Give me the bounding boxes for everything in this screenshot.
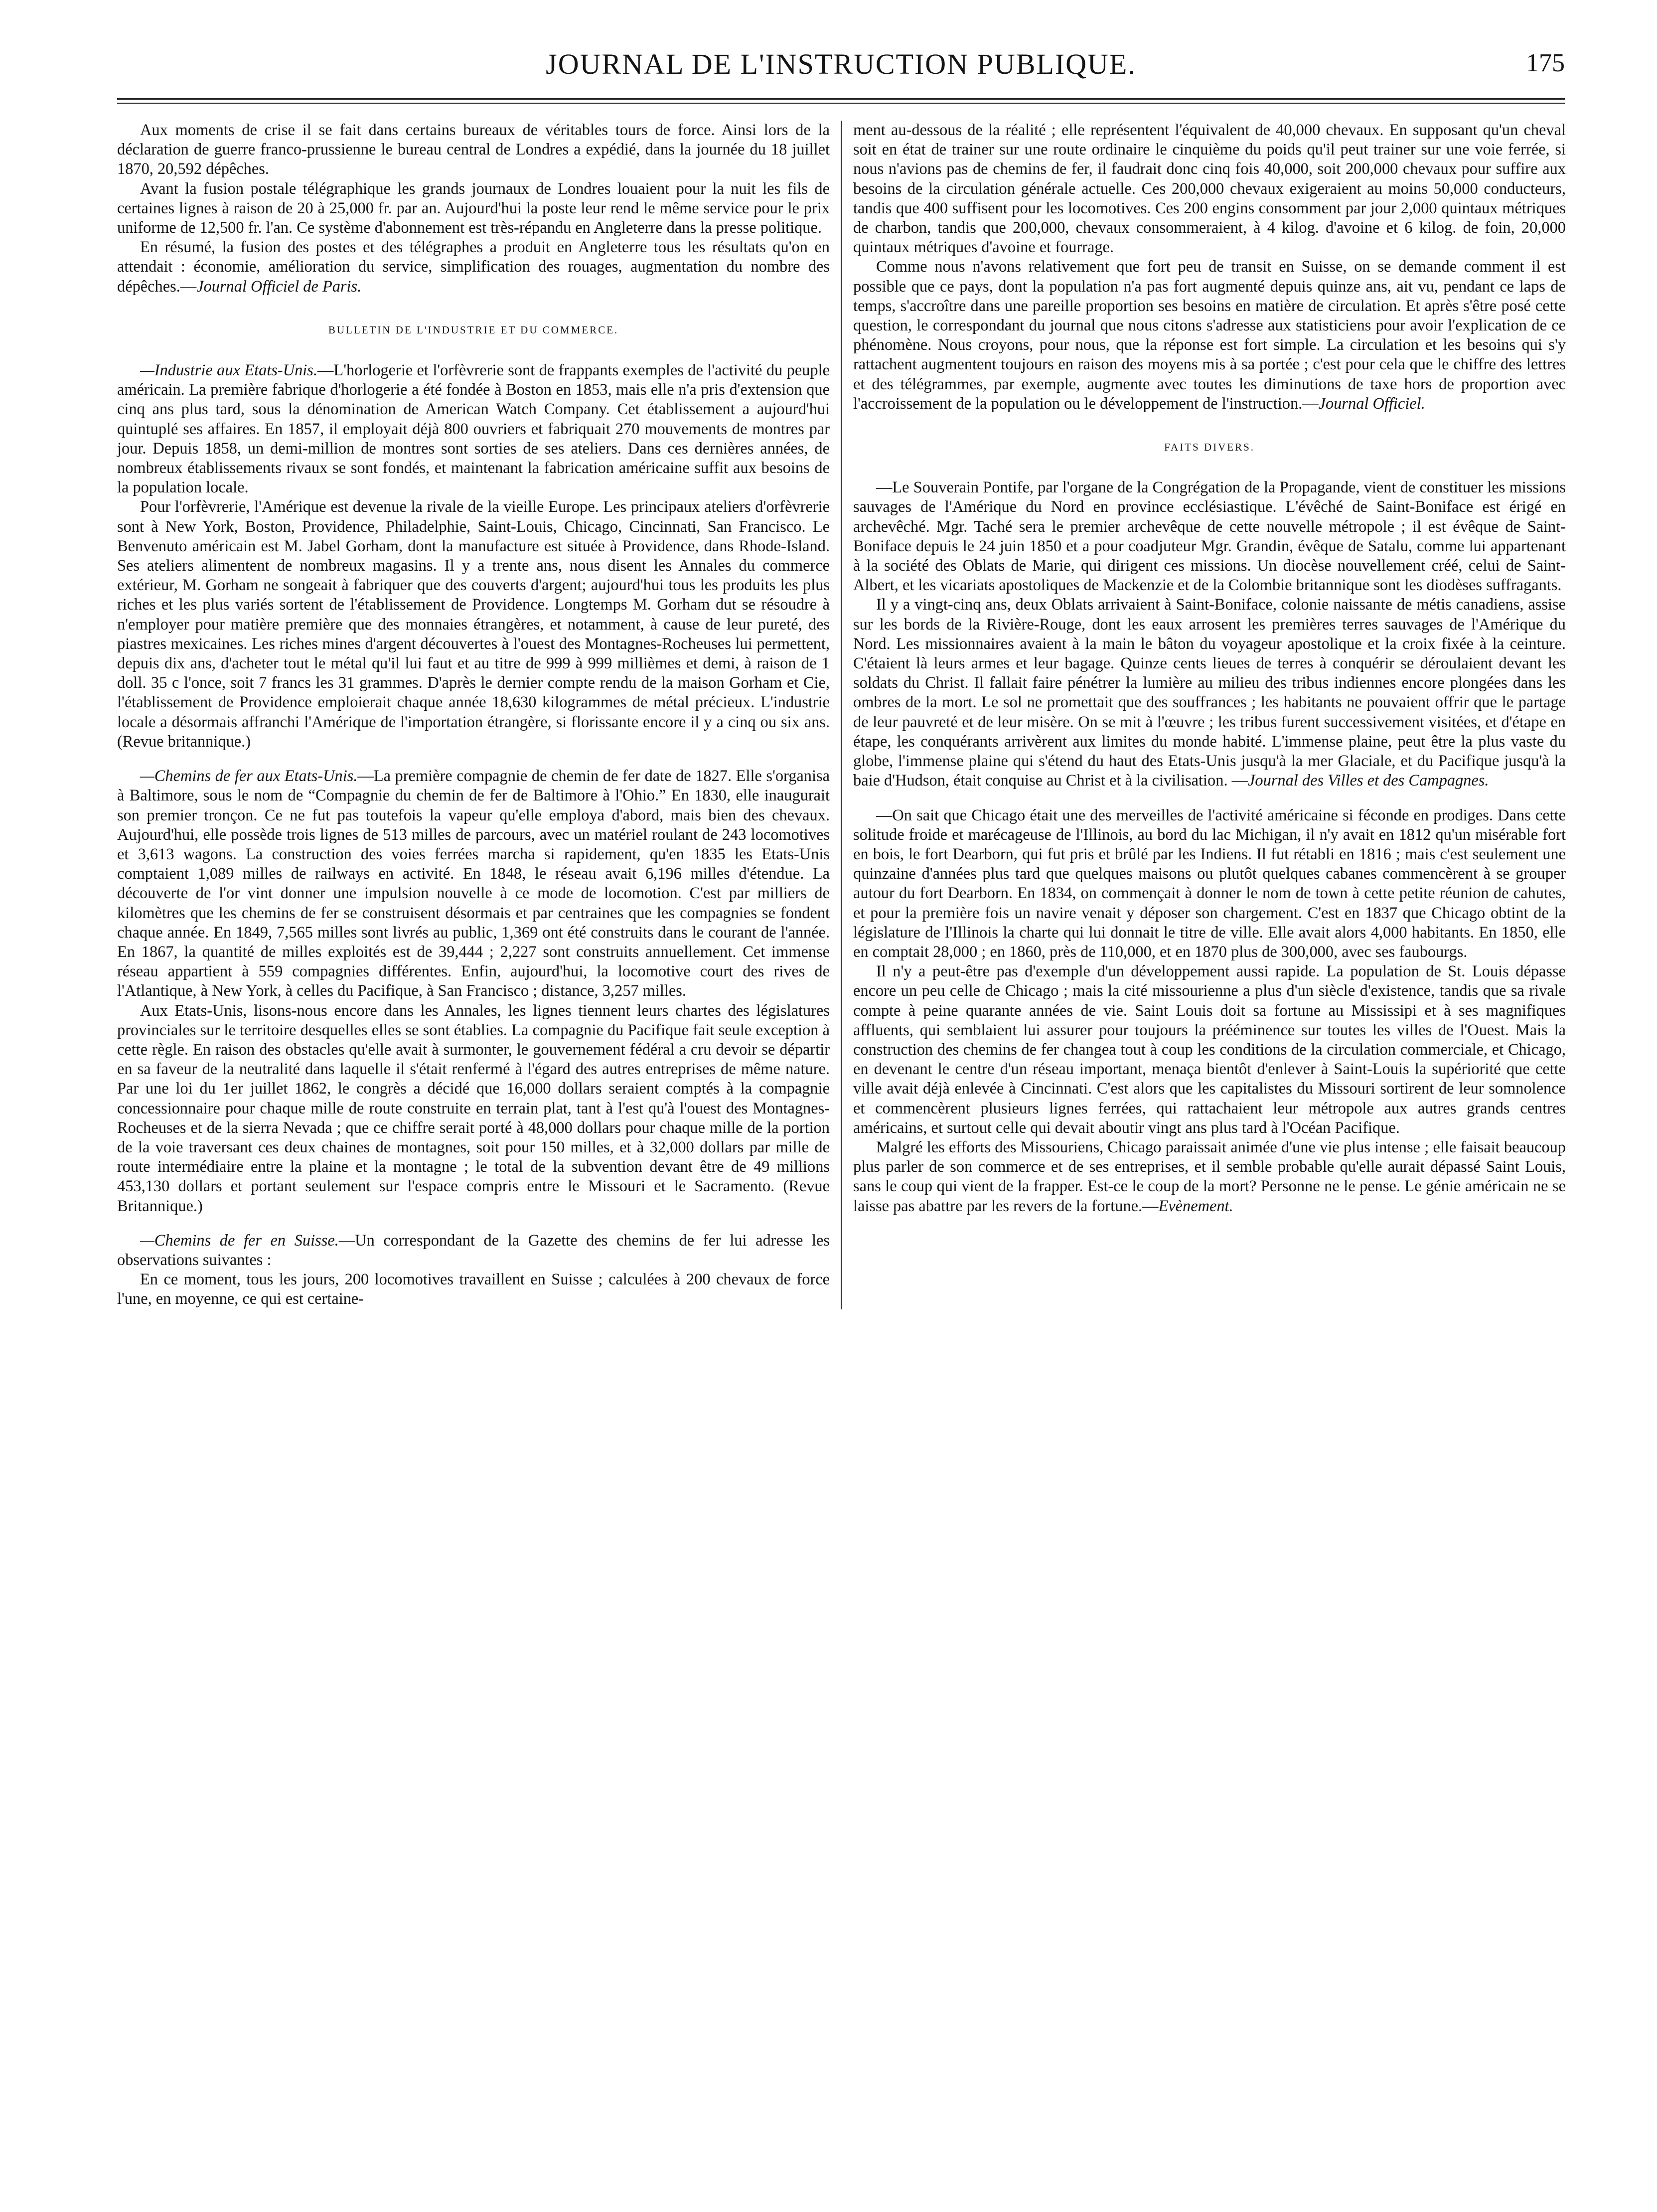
article-lead: —Chemins de fer aux Etats-Unis. — [140, 767, 358, 786]
paragraph — [117, 238, 830, 297]
paragraph: Pour l'orfèvrerie, l'Amérique est devenue la rivale de la vieille Europe. Les principaux ateliers d'orfèvrerie sont à New York, Boston, Providence, Philadelphie, Saint-Louis, Chicago, Cincinnati, San Francisco. Le Benvenuto américain est M. Jabel Gorham, dont la manufacture est située à Providence, dans Rhode-Island. Ses ateliers alimentent de nombreux magasins. Il y a trente ans, nous disent les Annales du commerce extérieur, M. Gorham ne songeait à fabriquer que des couverts d'argent; aujourd'hui tous les produits les plus riches et les plus variés sortent de l'établissement de Providence. Longtemps M. Gorham dut se résoudre à n'employer pour matière première que des monnaies étrangères, et notamment, à cause de leur pureté, des piastres mexicaines. Les riches mines d'argent découvertes à l'ouest des Montagnes-Rocheuses lui permettent, depuis dix ans, d'acheter tout le métal qu'il lui faut et au titre de 999 à 999 millièmes et demi, à raison de 1 doll. 35 c l'once, soit 7 francs les 31 grammes. D'après le dernier compte rendu de la maison Gorham et Cie, l'établissement de Providence emploierait chaque année 18,630 kilogrammes de métal précieux. L'industrie locale a désormais affranchi l'Amérique de l'importation étrangère, si florissante encore il y a cinq ou six ans. (Revue britannique.) — [117, 498, 830, 751]
paragraph-text: Comme nous n'avons relativement que fort peu de transit en Suisse, on se demande comment il est possible que ce pays, dont la population n'a pas fort augmenté depuis quinze ans, ait vu, pendant ce laps de temps, s'accroître dans une pareille proportion ses besoins en matière de circulation. Et après s'être posé cette question, le correspondant du journal que nous citons s'adresse aux statisticiens pour avoir l'explication de ce phénomène. Nous croyons, pour nous, que la réponse est fort simple. La circulation et les besoins qui s'y rattachent augmentent toujours en raison des moyens mis à sa portée ; c'est pour cela que le chiffre des lettres et des télégrammes, par exemple, augmente avec toutes les diminutions de taxe hors de proportion avec l'accroissement de la population ou le développement de l'instruction.— — [853, 258, 1566, 413]
paragraph-text: —Un correspondant de la Gazette des chemins de fer lui adresse les observations suivantes : — [117, 1231, 830, 1269]
paragraph-text: —La première compagnie de chemin de fer date de 1827. Elle s'organisa à Baltimore, sous le nom de “Compagnie du chemin de fer de Baltimore à l'Ohio.” En 1830, elle inaugurait son premier tronçon. Ce ne fut pas toutefois la vapeur qu'elle employa d'abord, mais bien des chevaux. Aujourd'hui, elle possède trois lignes de 513 milles de parcours, avec un matériel roulant de 243 locomotives et 3,613 wagons. La construction des voies ferrées marcha si rapidement, qu'en 1835 les Etats-Unis comptaient 1,089 milles de railways en activité. En 1848, le réseau avait 6,196 milles d'étendue. La découverte de l'or vint donner une impulsion nouvelle à ce mode de locomotion. C'est par milliers de kilomètres que les chemins de fer se construisent désormais et par centraines que les compagnies se fondent chaque année. En 1849, 7,565 milles sont livrés au public, 1,369 ont été construits dans le courant de l'année. En 1867, la quantité de milles exploités est de 39,444 ; 2,227 sont construits annuellement. Cet immense réseau appartient à 559 compagnies différentes. Enfin, aujourd'hui, la locomotive court des rives de l'Atlantique, à New York, à celles du Pacifique, à San Francisco ; distance, 3,257 milles. — [117, 767, 830, 1000]
source-citation: Journal Officiel de Paris. — [196, 277, 362, 296]
paragraph: Aux Etats-Unis, lisons-nous encore dans les Annales, les lignes tiennent leurs chartes des législatures provinciales sur le territoire desquelles elles se sont établies. La compagnie du Pacifique fait seule exception à cette règle. En raison des obstacles qu'elle avait à surmonter, le gouvernement fédéral a cru devoir se départir en sa faveur de la neutralité dans laquelle il s'était renfermé à l'égard des autres entreprises de même nature. Par une loi du 1er juillet 1862, le congrès a décidé que 16,000 dollars seraient comptés à la compagnie concessionnaire pour chaque mille de route construite en terrain plat, tant à l'est qu'à l'ouest des Montagnes-Rocheuses et de la sierra Nevada ; que ce chiffre serait porté à 48,000 dollars pour chaque mille de la portion de la voie traversant ces deux chaines de montagnes, soit pour 150 milles, et à 32,000 dollars par mille de route intermédiaire entre la plaine et la montagne ; le total de la subvention devant être de 49 millions 453,130 dollars et portant seulement sur l'espace compris entre le Missouri et le Sacramento. (Revue Britannique.) — [117, 1001, 830, 1215]
source-citation: Evènement. — [1158, 1197, 1233, 1215]
spacer — [853, 791, 1566, 806]
section-heading-faits-divers: FAITS DIVERS. — [1164, 441, 1255, 454]
paragraph — [853, 1138, 1566, 1216]
paragraph — [117, 767, 830, 1001]
paragraph — [117, 361, 830, 497]
paragraph: ment au-dessous de la réalité ; elle représentent l'équivalent de 40,000 chevaux. En supposant qu'un cheval soit en état de trainer sur une route ordinaire le cinquième du poids qu'il peut trainer sur une voie ferrée, si nous n'avions pas de chemins de fer, il faudrait donc cinq fois 40,000, soit 200,000 chevaux pour suffire aux besoins de la circulation générale actuelle. Ces 200,000 chevaux exigeraient au moins 50,000 conducteurs, tandis que 400 suffisent pour les locomotives. Ces 200 engins consomment par jour 2,000 quintaux métriques de charbon, tandis que 200,000, chevaux consommeraient, à 4 kilog. d'avoine et 6 kilog. de foin, 20,000 quintaux métriques d'avoine et fourrage. — [853, 121, 1566, 257]
paragraph-text: En résumé, la fusion des postes et des télégraphes a produit en Angleterre tous les résultats qu'on en attendait : économie, amélioration du service, simplification des rouages, augmentation du nombre des dépêches.— — [117, 238, 830, 296]
source-citation: Journal Officiel. — [1318, 394, 1425, 413]
section-heading-bulletin: BULLETIN DE L'INDUSTRIE ET DU COMMERCE. — [328, 323, 619, 336]
paragraph: Avant la fusion postale télégraphique les grands journaux de Londres louaient pour la nuit les fils de certaines lignes à raison de 20 à 25,000 fr. par an. Aujourd'hui la poste leur rend le même service pour le prix uniforme de 12,500 fr. l'an. Ce système d'abonnement est très-répandu en Angleterre dans la presse politique. — [117, 179, 830, 237]
right-column — [842, 121, 1566, 1309]
paragraph: En ce moment, tous les jours, 200 locomotives travaillent en Suisse ; calculées à 200 chevaux de force l'une, en moyenne, ce qui est certaine- — [117, 1270, 830, 1308]
paragraph-text: Malgré les efforts des Missouriens, Chicago paraissait animée d'une vie plus intense ; elle faisait beaucoup plus parler de son commerce et de ses entreprises, et il semble probable qu'elle aurait dépassé Saint Louis, sans le coup qui vient de la frapper. Est-ce le coup de la mort? Personne ne le pense. Le génie américain ne se laisse pas abattre par les revers de la fortune.— — [853, 1138, 1566, 1215]
page-number: 175 — [1526, 49, 1565, 77]
two-column-body — [117, 121, 1565, 1309]
left-column — [117, 121, 841, 1309]
spacer — [117, 1216, 830, 1231]
paragraph — [853, 595, 1566, 790]
paragraph: —Le Souverain Pontife, par l'organe de la Congrégation de la Propagande, vient de constituer les missions sauvages de l'Amérique du Nord en province ecclésiastique. L'évêché de Saint-Boniface est érigé en archevêché. Mgr. Taché sera le premier archevêque de cette nouvelle métropole ; il est évêque de Saint-Boniface depuis le 24 juin 1850 et a pour coadjuteur Mgr. Grandin, évêque de Satalu, comme lui appartenant à la société des Oblats de Marie, qui dirigent ces missions. Un diocèse nouvellement créé, celui de Saint-Albert, et les vicariats apostoliques de Mackenzie et de la Colombie britannique sont les diodèses suffragants. — [853, 478, 1566, 595]
article-lead: —Industrie aux Etats-Unis. — [140, 361, 318, 380]
article-lead: —Chemins de fer en Suisse. — [140, 1231, 339, 1250]
journal-title: JOURNAL DE L'INSTRUCTION PUBLIQUE. — [546, 48, 1136, 80]
paragraph: Il n'y a peut-être pas d'exemple d'un développement aussi rapide. La population de St. Louis dépasse encore un peu celle de Chicago ; mais la cité missourienne a plus d'un siècle d'existence, tandis que sa rivale compte à peine quarante années de vie. Saint Louis doit sa fortune au Mississipi et à ses magnifiques affluents, qui semblaient lui assurer pour toujours la prééminence sur toutes les villes de l'Ouest. Mais la construction des chemins de fer changea tout à coup les conditions de la circulation commerciale, et Chicago, en devenant le centre d'un réseau important, menaça bientôt d'enlever à Saint-Louis la supériorité que cette ville avait déjà enlevée à Cincinnati. C'est alors que les capitalistes du Missouri sortirent de leur somnolence et commencèrent plusieurs lignes ferrées, qui rattachaient leur métropole aux autres grands centres américains, et surtout celle qui devait aboutir vingt ans plus tard à l'Océan Pacifique. — [853, 962, 1566, 1137]
header-rule — [117, 98, 1565, 104]
paragraph: —On sait que Chicago était une des merveilles de l'activité américaine si féconde en prodiges. Dans cette solitude froide et marécageuse de l'Illinois, au bord du lac Michigan, il n'y avait en 1812 qu'un misérable fort en bois, le fort Dearborn, qui fut pris et brûlé par les Indiens. Il fut rétabli en 1816 ; mais c'est seulement une quinzaine d'années plus tard que quelques maisons ou plutôt quelques cabanes commencèrent à se grouper autour du fort Dearborn. En 1834, on commençait à donner le nom de town à cette petite réunion de cahutes, et pour la première fois un navire venait y déposer son chargement. C'est en 1837 que Chicago obtint de la législature de l'Illinois la charte qui lui donnait le titre de ville. Elle avait alors 4,000 habitants. En 1850, elle en comptait 28,000 ; en 1860, près de 110,000, et en 1870 plus de 300,000, avec ses faubourgs. — [853, 806, 1566, 961]
page-header — [117, 47, 1565, 92]
paragraph-text: —L'horlogerie et l'orfèvrerie sont de frappants exemples de l'activité du peuple américain. La première fabrique d'horlogerie a été fondée à Boston en 1853, mais elle n'a pris d'extension que cinq ans plus tard, sous la dénomination de American Watch Company. Cet établissement a aujourd'hui quintuplé ses affaires. En 1857, il employait déjà 800 ouvriers et fabriquait 270 mouvements de montres par jour. Depuis 1858, un demi-million de montres sont sorties de ses ateliers. Dans ces dernières années, de nombreux établissements rivaux se sont fondés, et maintenant la fabrication américaine suffit aux besoins de la population locale. — [117, 361, 830, 497]
source-citation: Journal des Villes et des Campagnes. — [1248, 772, 1489, 790]
paragraph-text: Il y a vingt-cinq ans, deux Oblats arrivaient à Saint-Boniface, colonie naissante de métis canadiens, assise sur les bords de la Rivière-Rouge, dont les eaux arrosent les premières terres sauvages de l'Amérique du Nord. Les missionnaires avaient à la main le bâton du voyageur apostolique et la croix fixée à la ceinture. C'étaient là leurs armes et leur bagage. Quinze cents lieues de terres à conquérir se déroulaient devant les soldats du Christ. Il fallait faire pénétrer la lumière au milieu des tribus indiennes encore plongées dans les ombres de la mort. Le sol ne promettait que des souffrances ; les habitants ne pouvaient offrir que le partage de leur pauvreté et de leur misère. On se mit à l'œuvre ; les tribus furent successivement visitées, et d'étape en étape, les conquérants arrivèrent aux limites du monde habité. L'immense plaine, peut être la plus vaste du globe, l'immense plaine qui s'étend du haut des Etats-Unis jusqu'à la mer Glaciale, et du Pacifique jusqu'à la baie d'Hudson, était conquise au Christ et à la civilisation. — — [853, 596, 1566, 790]
paragraph: Aux moments de crise il se fait dans certains bureaux de véritables tours de force. Ainsi lors de la déclaration de guerre franco-prussienne le bureau central de Londres a expédié, dans la journée du 18 juillet 1870, 20,592 dépêches. — [117, 121, 830, 178]
paragraph — [853, 257, 1566, 414]
paragraph — [117, 1231, 830, 1270]
spacer — [117, 752, 830, 767]
